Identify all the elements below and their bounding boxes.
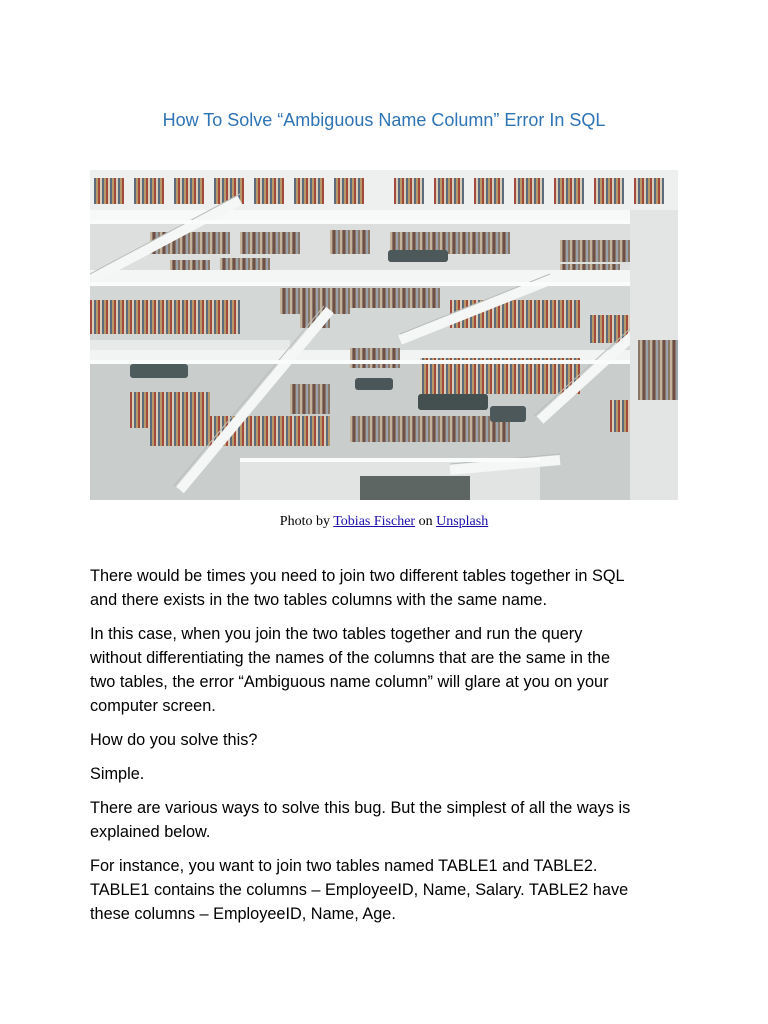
source-link[interactable]: Unsplash: [436, 514, 489, 529]
paragraph: How do you solve this?: [90, 731, 258, 749]
paragraph: In this case, when you join the two tables together and run the query without differentiating the names of the columns that are the same in the two tables, the error “Ambiguous name column” will glare at you on your computer screen.: [90, 625, 611, 715]
caption-prefix: Photo by: [279, 514, 334, 529]
paragraph: There are various ways to solve this bug. But the simplest of all the ways is explained below.: [90, 799, 631, 841]
library-photo: [90, 170, 678, 500]
author-link[interactable]: Tobias Fischer: [333, 514, 416, 529]
paragraph: There would be times you need to join two different tables together in SQL and there exists in the two tables columns with the same name.: [90, 567, 625, 609]
article-body: [90, 564, 682, 936]
paragraph: For instance, you want to join two tables named TABLE1 and TABLE2. TABLE1 contains the columns – EmployeeID, Name, Salary. TABLE2 have these columns – EmployeeID, Name, Age.: [90, 857, 629, 923]
paragraph: Simple.: [90, 765, 145, 783]
caption-middle: on: [415, 514, 437, 529]
photo-caption: [0, 514, 768, 530]
article-title: How To Solve “Ambiguous Name Column” Error In SQL: [162, 110, 606, 130]
